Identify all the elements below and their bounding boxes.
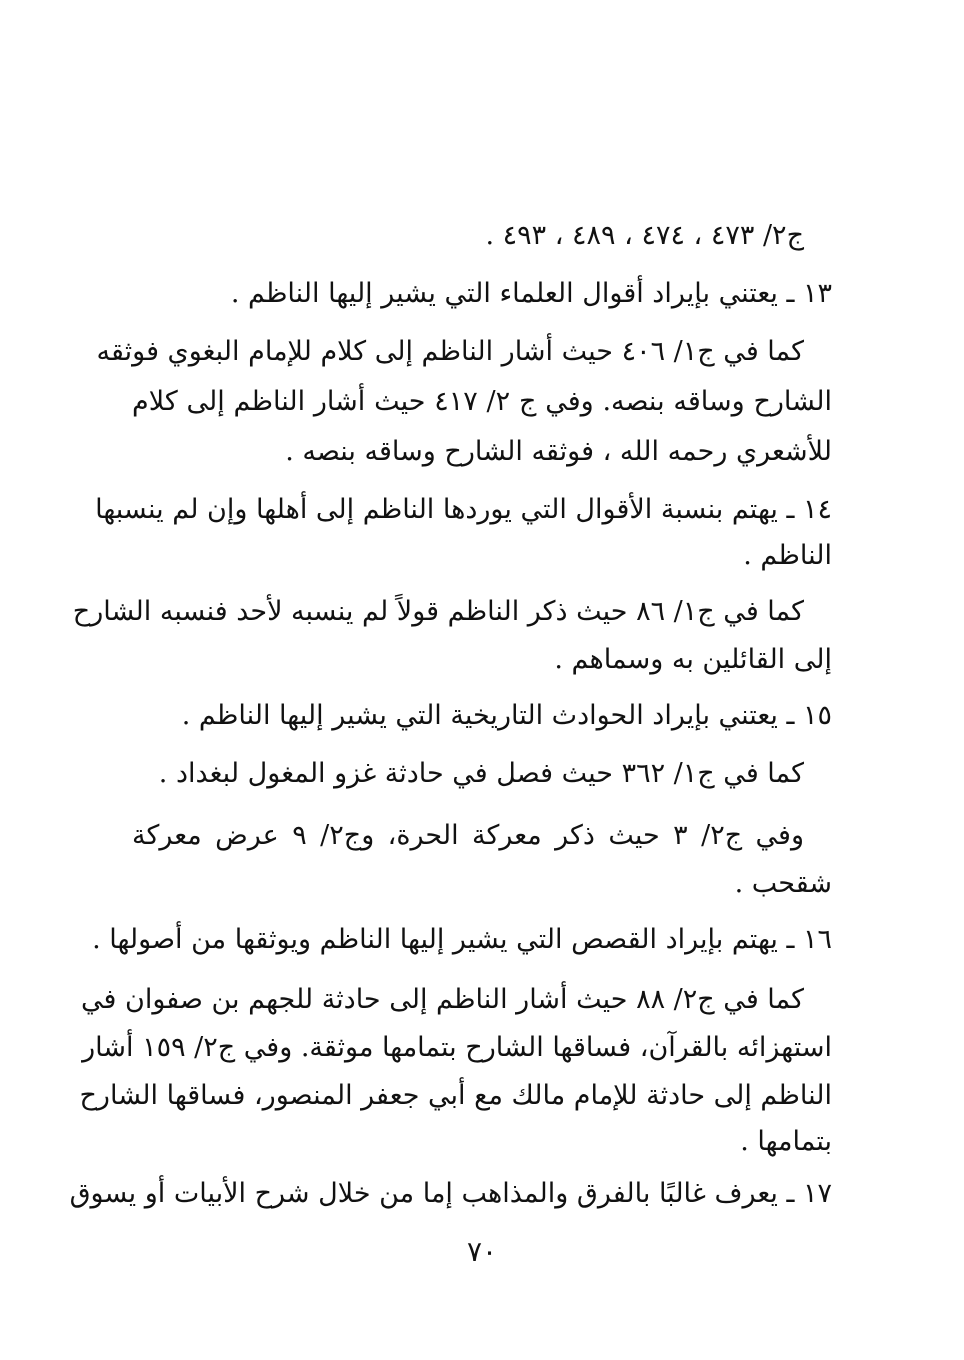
text-line: استهزائه بالقرآن، فساقها الشارح بتمامها موثقة. وفي ج٢/ ١٥٩ أشار [82,1032,832,1063]
item-16-heading: ١٦ ـ يهتم بإيراد القصص التي يشير إليها الناظم ويوثقها من أصولها . [92,924,832,955]
text-line: شقحب . [734,868,832,899]
text-line: كما في ج١/ ٤٠٦ حيث أشار الناظم إلى كلام للإمام البغوي فوثقه [96,336,804,367]
page-number: ٧٠ [466,1235,498,1268]
item-17-heading: ١٧ ـ يعرف غالبًا بالفرق والمذاهب إما من خلال شرح الأبيات أو يسوق [69,1178,832,1209]
text-line: ج٢/ ٤٧٣ ، ٤٧٤ ، ٤٨٩ ، ٤٩٣ . [485,220,804,251]
text-line: الناظم إلى حادثة للإمام مالك مع أبي جعفر المنصور، فساقها الشارح [79,1080,832,1111]
text-line: الشارح وساقه بنصه. وفي ج ٢/ ٤١٧ حيث أشار الناظم إلى كلام [132,386,832,417]
text-line: بتمامها . [740,1126,832,1157]
text-line: كما في ج٢/ ٨٨ حيث أشار الناظم إلى حادثة للجهم بن صفوان في [81,984,804,1015]
text-line: للأشعري رحمه الله ، فوثقه الشارح وساقه بنصه . [285,436,832,467]
text-line: الناظم . [743,540,832,571]
text-line: إلى القائلين به وسماهم . [554,644,832,675]
item-14-heading: ١٤ ـ يهتم بنسبة الأقوال التي يوردها الناظم إلى أهلها وإن لم ينسبها [95,494,832,525]
text-line: وفي ج٢/ ٣ حيث ذكر معركة الحرة، وج٢/ ٩ عرض معركة [132,820,805,851]
item-13-heading: ١٣ ـ يعتني بإيراد أقوال العلماء التي يشير إليها الناظم . [230,278,832,309]
text-line: كما في ج١/ ٨٦ حيث ذكر الناظم قولاً لم ينسبه لأحد فنسبه الشارح [72,596,804,627]
text-line: كما في ج١/ ٣٦٢ حيث فصل في حادثة غزو المغول لبغداد . [158,758,804,789]
item-15-heading: ١٥ ـ يعتني بإيراد الحوادث التاريخية التي يشير إليها الناظم . [181,700,832,731]
